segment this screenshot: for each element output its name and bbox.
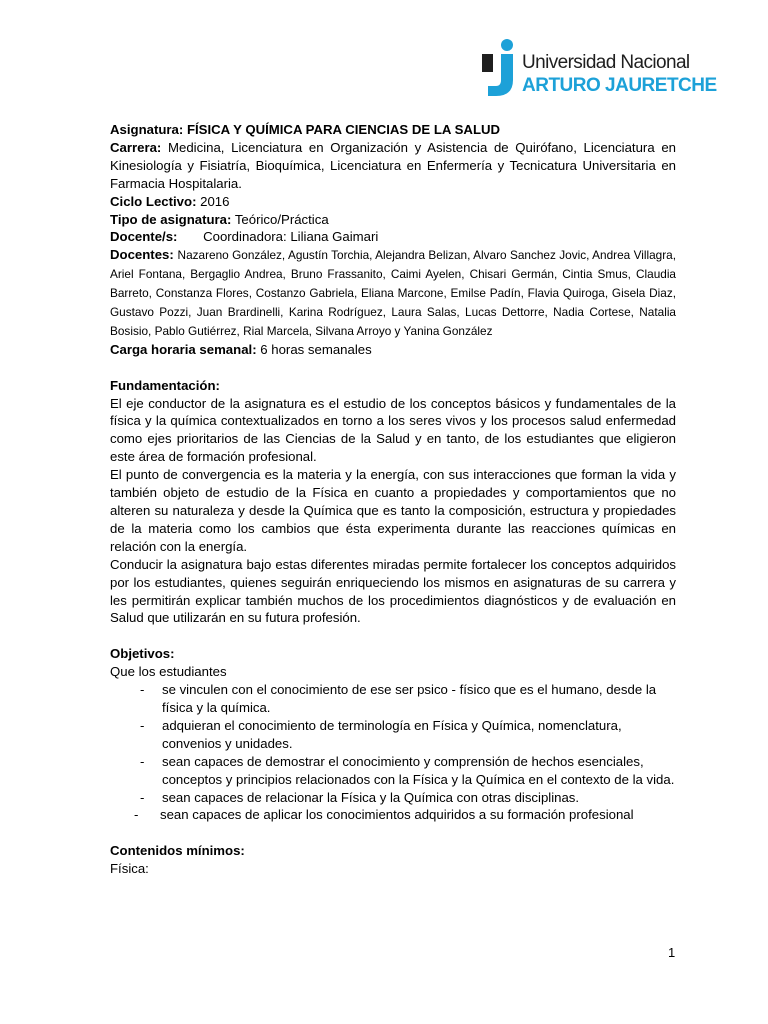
list-item [110, 806, 676, 824]
docentes-line [110, 246, 676, 341]
list-dash: - [140, 753, 145, 769]
docente-label: Docente/s: [110, 229, 178, 245]
fundamentacion-paragraph-1: El eje conductor de la asignatura es el estudio de los conceptos básicos y fundamentales de la física y la química contextualizados en torno a los seres vivos y los procesos salud enfermedad como ejes prioritarios de las Ciencias de la Salud y en tanto, de los estudiantes que eligieron este área de formación profesional. [110, 395, 676, 465]
tipo-value: Teórico/Práctica [234, 211, 329, 227]
contenidos-heading: Contenidos mínimos: [110, 843, 245, 859]
carrera-value: Medicina, Licenciatura en Organización y Asistencia de Quirófano, Licenciatura en Kinesiología y Fisiatría, Bioquímica, Licenciatura en Enfermería y Tecnicatura Universitaria en Farmacia Hospitalaria. [110, 139, 676, 191]
list-dash: - [140, 717, 145, 733]
fundamentacion-paragraph-3: Conducir la asignatura bajo estas diferentes miradas permite fortalecer los conceptos adquiridos por los estudiantes, quienes seguirán enriqueciendo los mismos en asignaturas de su carrera y les permitirán explicar también muchos de los procedimientos diagnósticos y de evaluación en Salud que utilizarán en su futura profesión. [110, 556, 676, 626]
list-item [110, 789, 676, 807]
ciclo-line [110, 193, 676, 211]
university-logo [482, 38, 717, 98]
list-dash: - [140, 682, 145, 698]
list-item-text: sean capaces de aplicar los conocimientos adquiridos a su formación profesional [160, 807, 634, 823]
contenidos-subheading: Física: [110, 861, 149, 877]
carga-label: Carga horaria semanal: [110, 341, 257, 357]
docentes-label: Docentes: [110, 247, 174, 263]
tipo-line [110, 211, 676, 229]
carrera-label: Carrera: [110, 139, 162, 155]
objetivos-intro: Que los estudiantes [110, 664, 227, 680]
list-item [110, 753, 676, 789]
list-dash: - [134, 807, 139, 823]
carga-line [110, 341, 676, 359]
list-item-text: sean capaces de relacionar la Física y la Química con otras disciplinas. [162, 789, 580, 805]
list-dash: - [140, 789, 145, 805]
logo-mark-icon [482, 38, 518, 98]
ciclo-value: 2016 [200, 193, 230, 209]
objetivos-heading: Objetivos: [110, 646, 175, 662]
list-item [110, 717, 676, 753]
list-item-text: adquieran el conocimiento de terminología en Física y Química, nomenclatura, convenios y unidades. [162, 717, 622, 751]
fundamentacion-paragraph-2: El punto de convergencia es la materia y la energía, con sus interacciones que forman la vida y también objeto de estudio de la Física en cuanto a propiedades y comportamientos que no alteren su naturaleza y desde la Química que es tanto la composición, estructura y propiedades de la materia como los cambios que ésta experimenta durante las reacciones químicas en relación con la energía. [110, 467, 676, 554]
logo-university-name: Universidad Nacional [522, 52, 690, 73]
carga-value: 6 horas semanales [260, 341, 372, 357]
docente-value: Coordinadora: Liliana Gaimari [203, 229, 379, 245]
asignatura-label: Asignatura: [110, 122, 184, 137]
document-body [110, 121, 676, 878]
objetivos-list [110, 681, 676, 824]
list-item-text: se vinculen con el conocimiento de ese ser psico - físico que es el humano, desde la física y la química. [162, 682, 657, 715]
asignatura-line [110, 121, 676, 139]
carrera-line [110, 139, 676, 193]
list-item-text: sean capaces de demostrar el conocimiento y comprensión de hechos esenciales, conceptos y principios relacionados con la Física y la Química en el contexto de la vida. [162, 753, 675, 787]
asignatura-value: FÍSICA Y QUÍMICA PARA CIENCIAS DE LA SALUD [186, 122, 501, 137]
logo-university-subname: ARTURO JAURETCHE [522, 75, 717, 96]
fundamentacion-heading: Fundamentación: [110, 377, 220, 393]
ciclo-label: Ciclo Lectivo: [110, 193, 197, 209]
page-number: 1 [668, 945, 676, 960]
tipo-label: Tipo de asignatura: [110, 211, 232, 227]
docente-line [110, 228, 676, 246]
list-item [110, 681, 676, 717]
docentes-value: Nazareno González, Agustín Torchia, Alejandra Belizan, Alvaro Sanchez Jovic, Andrea Villagra, Ariel Fontana, Bergaglio Andrea, Bruno Frassanito, Caimi Ayelen, Chisari Germán, Cintia Smus, Claudia Barreto, Constanza Flores, Costanzo Gabriela, Eliana Marcone, Emilse Padín, Flavia Quiroga, Gisela Diaz, Gustavo Pozzi, Juan Brardinelli, Karina Rodríguez, Laura Salas, Lucas Dettorre, Nadia Cortese, Natalia Bosisio, Pablo Gutiérrez, Rial Marcela, Silvana Arroyo y Yanina González [110, 248, 676, 338]
